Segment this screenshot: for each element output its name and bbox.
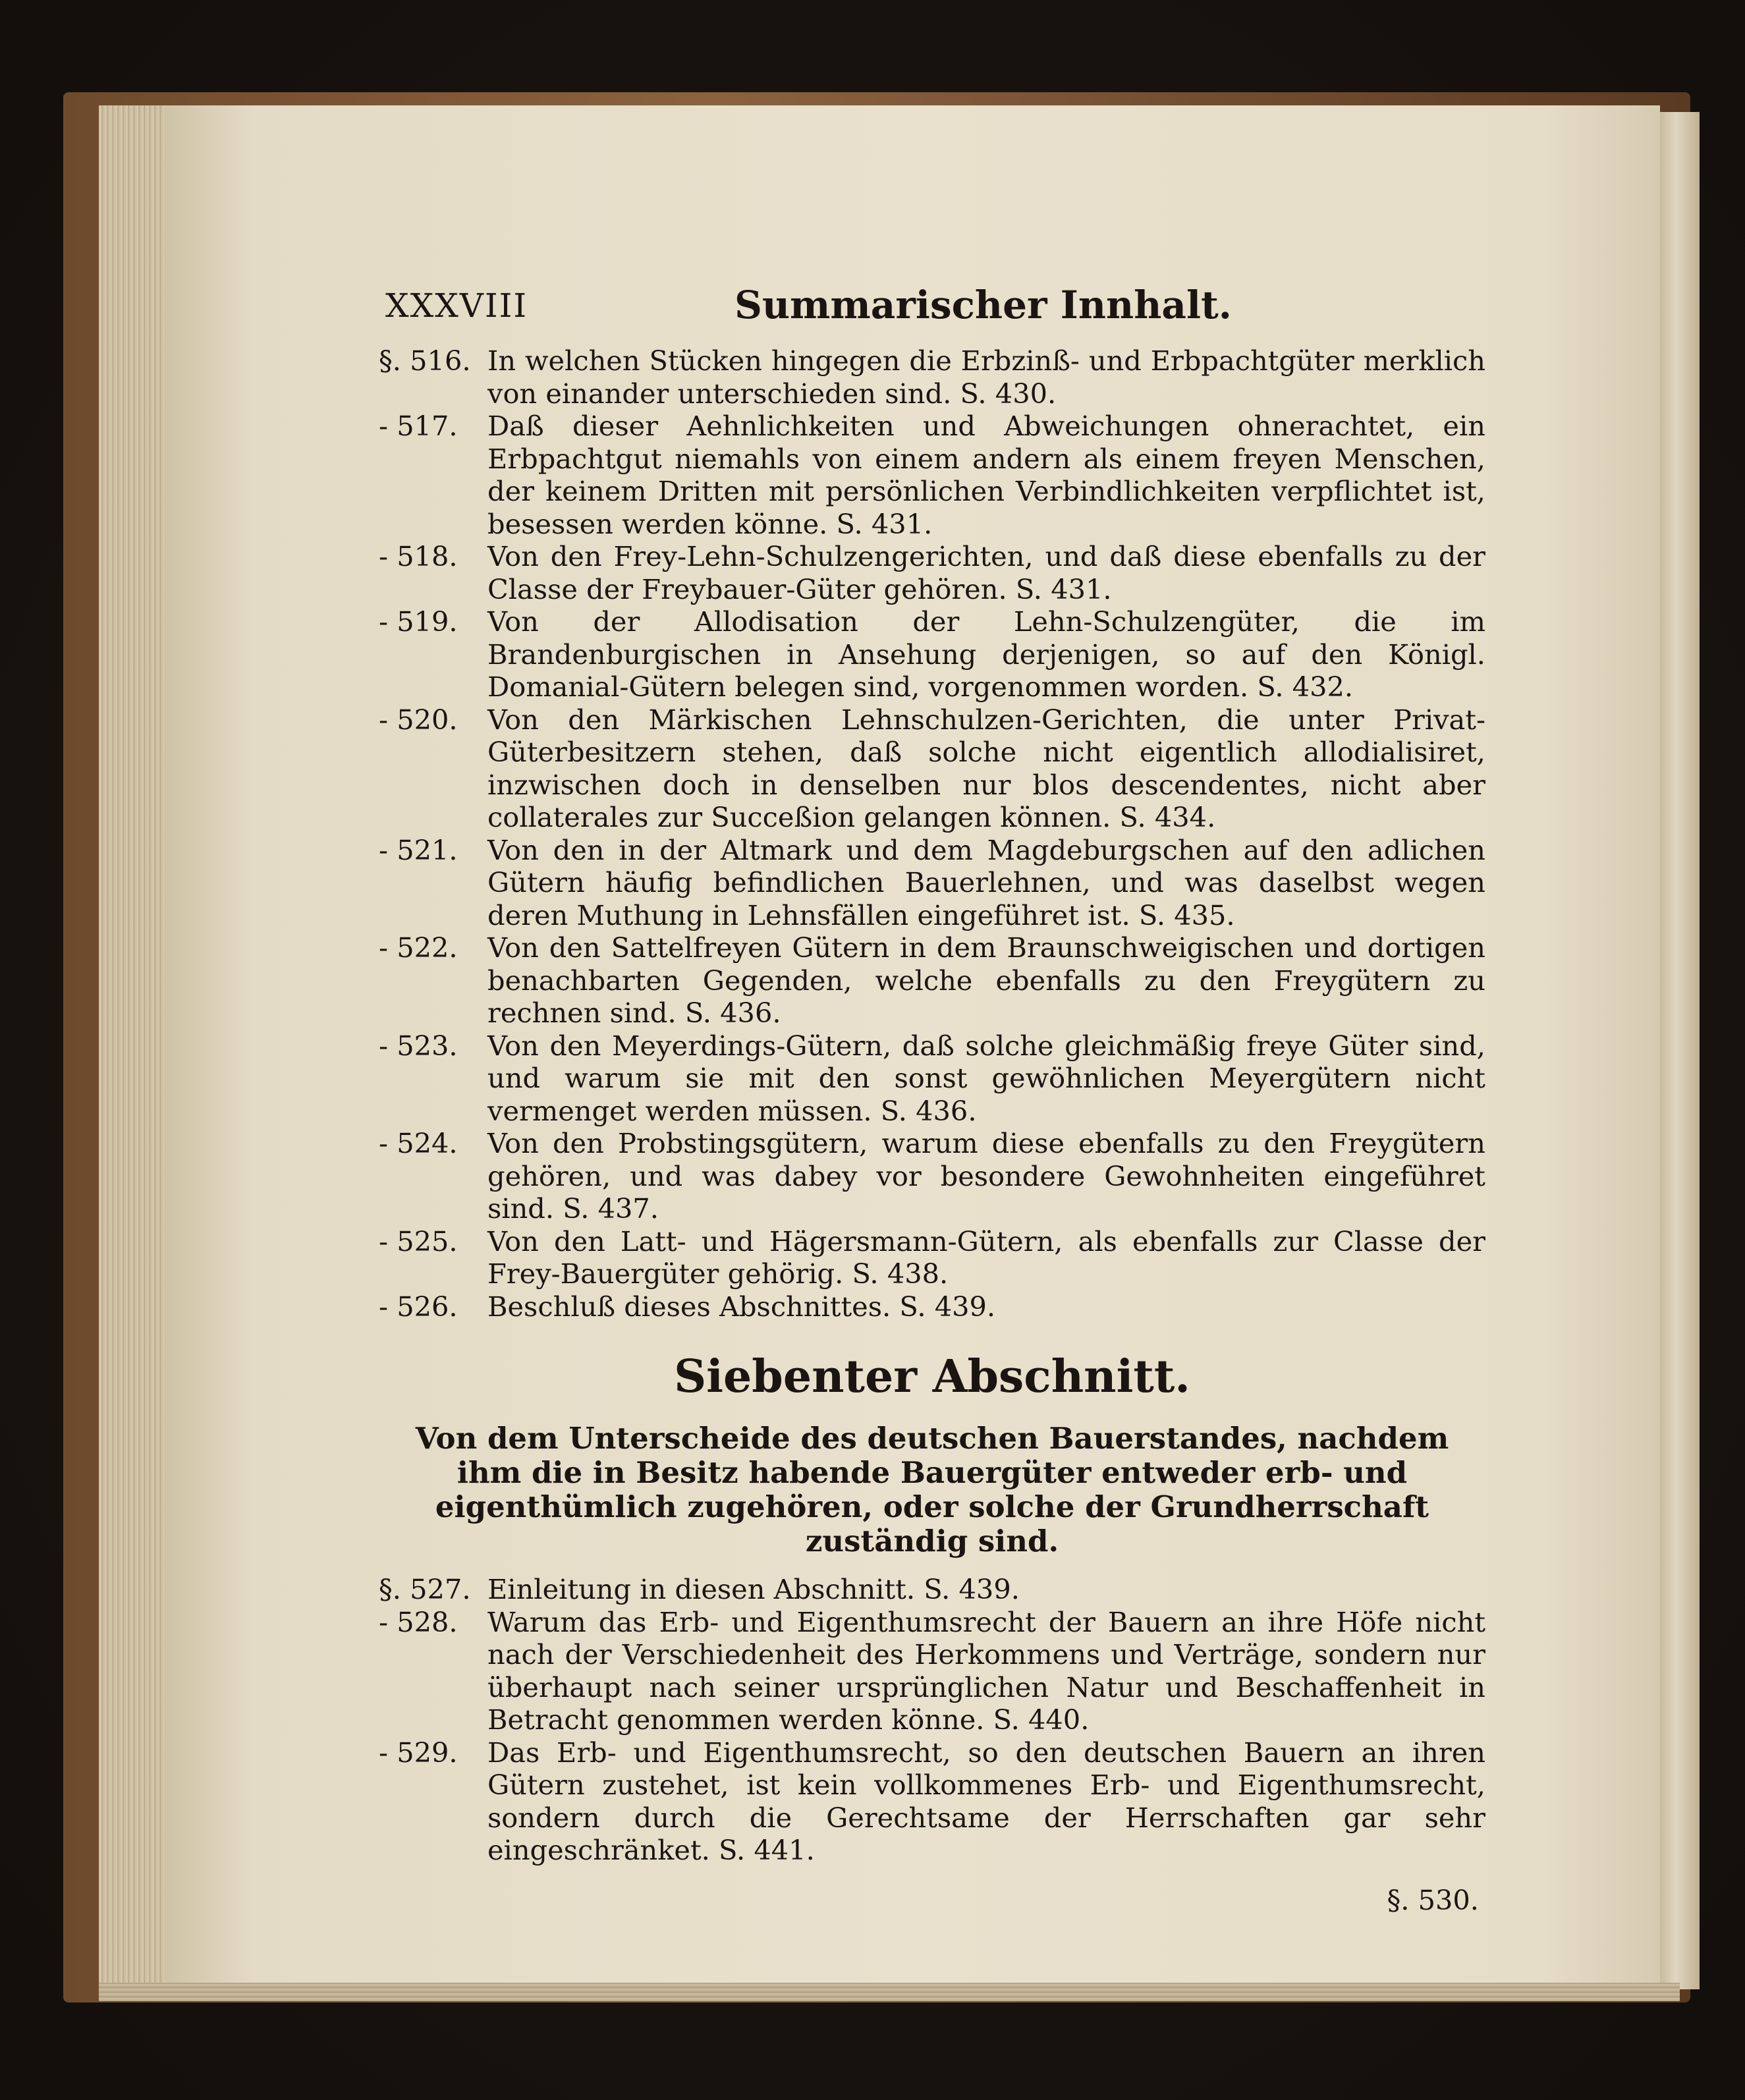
entry-text: Von den Märkischen Lehnschulzen-Gerichten, die unter Privat-Güterbesitzern stehen, daß solche nicht eigentlich allodialisiret, inzwischen doch in denselben nur blos descendentes, nicht aber collaterales zur Succeßion gelangen können. S. 434.	[487, 703, 1485, 833]
facing-page-edge	[1660, 112, 1700, 1989]
entry-list-a	[379, 345, 1485, 1323]
running-title: Summarischer Innhalt.	[734, 283, 1232, 327]
toc-entry	[379, 410, 1485, 540]
entry-number: - 522.	[379, 931, 458, 964]
entry-number: §. 516.	[379, 345, 471, 377]
entry-list-b	[379, 1573, 1485, 1867]
page-header	[379, 280, 1485, 339]
entry-text: Einleitung in diesen Abschnitt. S. 439.	[487, 1573, 1020, 1605]
entry-number: - 519.	[379, 605, 458, 638]
toc-entry	[379, 1127, 1485, 1225]
entry-text: Beschluß dieses Abschnittes. S. 439.	[487, 1290, 996, 1323]
entry-number: - 523.	[379, 1029, 458, 1062]
page-bottom-edge	[99, 1983, 1680, 2001]
toc-entry	[379, 1606, 1485, 1736]
entry-number: - 525.	[379, 1225, 458, 1257]
entry-text: Daß dieser Aehnlichkeiten und Abweichungen ohnerachtet, ein Erbpachtgut niemahls von einem andern als einem freyen Menschen, der keinem Dritten mit persönlichen Verbindlichkeiten verpflichtet ist, besessen werden könne. S. 431.	[487, 410, 1485, 540]
entry-text: Von den Latt- und Hägersmann-Gütern, als ebenfalls zur Classe der Frey-Bauergüter gehörig. S. 438.	[487, 1225, 1485, 1290]
entry-text: Von den Probstingsgütern, warum diese ebenfalls zu den Freygütern gehören, und was dabey vor besondere Gewohnheiten eingeführet sind. S. 437.	[487, 1127, 1485, 1225]
entry-number: §. 527.	[379, 1573, 471, 1605]
entry-number: - 517.	[379, 410, 458, 442]
entry-text: Das Erb- und Eigenthumsrecht, so den deutschen Bauern an ihren Gütern zustehet, ist kein vollkommenes Erb- und Eigenthumsrecht, sondern durch die Gerechtsame der Herrschaften gar sehr eingeschränket. S. 441.	[487, 1736, 1485, 1866]
toc-entry	[379, 1736, 1485, 1867]
entry-text: Von den Sattelfreyen Gütern in dem Braunschweigischen und dortigen benachbarten Gegenden, welche ebenfalls zu den Freygütern zu rechnen sind. S. 436.	[487, 931, 1485, 1029]
section-subheading: Von dem Unterscheide des deutschen Bauerstandes, nachdem ihm die in Besitz habende Bauergüter entweder erb- und eigenthümlich zugehören, oder solche der Grundherrschaft zuständig sind.	[415, 1421, 1449, 1559]
entry-text: Von den Frey-Lehn-Schulzengerichten, und daß diese ebenfalls zu der Classe der Freybauer-Güter gehören. S. 431.	[487, 540, 1485, 605]
catchword: §. 530.	[1387, 1883, 1479, 1916]
toc-entry	[379, 834, 1485, 932]
entry-number: - 521.	[379, 833, 458, 866]
toc-entry	[379, 1225, 1485, 1290]
toc-entry	[379, 1290, 1485, 1323]
entry-number: - 520.	[379, 703, 458, 736]
entry-text: Warum das Erb- und Eigenthumsrecht der Bauern an ihre Höfe nicht nach der Verschiedenheit des Herkommens und Verträge, sondern nur überhaupt nach seiner ursprünglichen Natur und Beschaffenheit in Betracht genommen werden könne. S. 440.	[487, 1605, 1485, 1736]
toc-entry	[379, 704, 1485, 834]
entry-text: In welchen Stücken hingegen die Erbzinß- und Erbpachtgüter merklich von einander unterschieden sind. S. 430.	[487, 345, 1485, 410]
entry-number: - 518.	[379, 540, 458, 572]
toc-entry	[379, 605, 1485, 704]
page-number: XXXVIII	[385, 287, 528, 325]
section-heading: Siebenter Abschnitt.	[674, 1350, 1190, 1403]
toc-entry	[379, 345, 1485, 410]
entry-text: Von der Allodisation der Lehn-Schulzengüter, die im Brandenburgischen in Ansehung derjenigen, so auf den Königl. Domanial-Gütern belegen sind, vorgenommen worden. S. 432.	[487, 605, 1485, 703]
page-content	[379, 280, 1485, 1916]
entry-number: - 528.	[379, 1605, 458, 1638]
toc-entry	[379, 1030, 1485, 1128]
entry-text: Von den Meyerdings-Gütern, daß solche gleichmäßig freye Güter sind, und warum sie mit den sonst gewöhnlichen Meyergütern nicht vermenget werden müssen. S. 436.	[487, 1029, 1485, 1127]
toc-entry	[379, 540, 1485, 605]
entry-number: - 529.	[379, 1736, 458, 1769]
entry-text: Von den in der Altmark und dem Magdeburgschen auf den adlichen Gütern häufig befindlichen Bauerlehnen, und was daselbst wegen deren Muthung in Lehnsfällen eingeführet ist. S. 435.	[487, 833, 1485, 931]
entry-number: - 524.	[379, 1127, 458, 1159]
entry-number: - 526.	[379, 1290, 458, 1323]
toc-entry	[379, 931, 1485, 1030]
toc-entry	[379, 1573, 1485, 1606]
